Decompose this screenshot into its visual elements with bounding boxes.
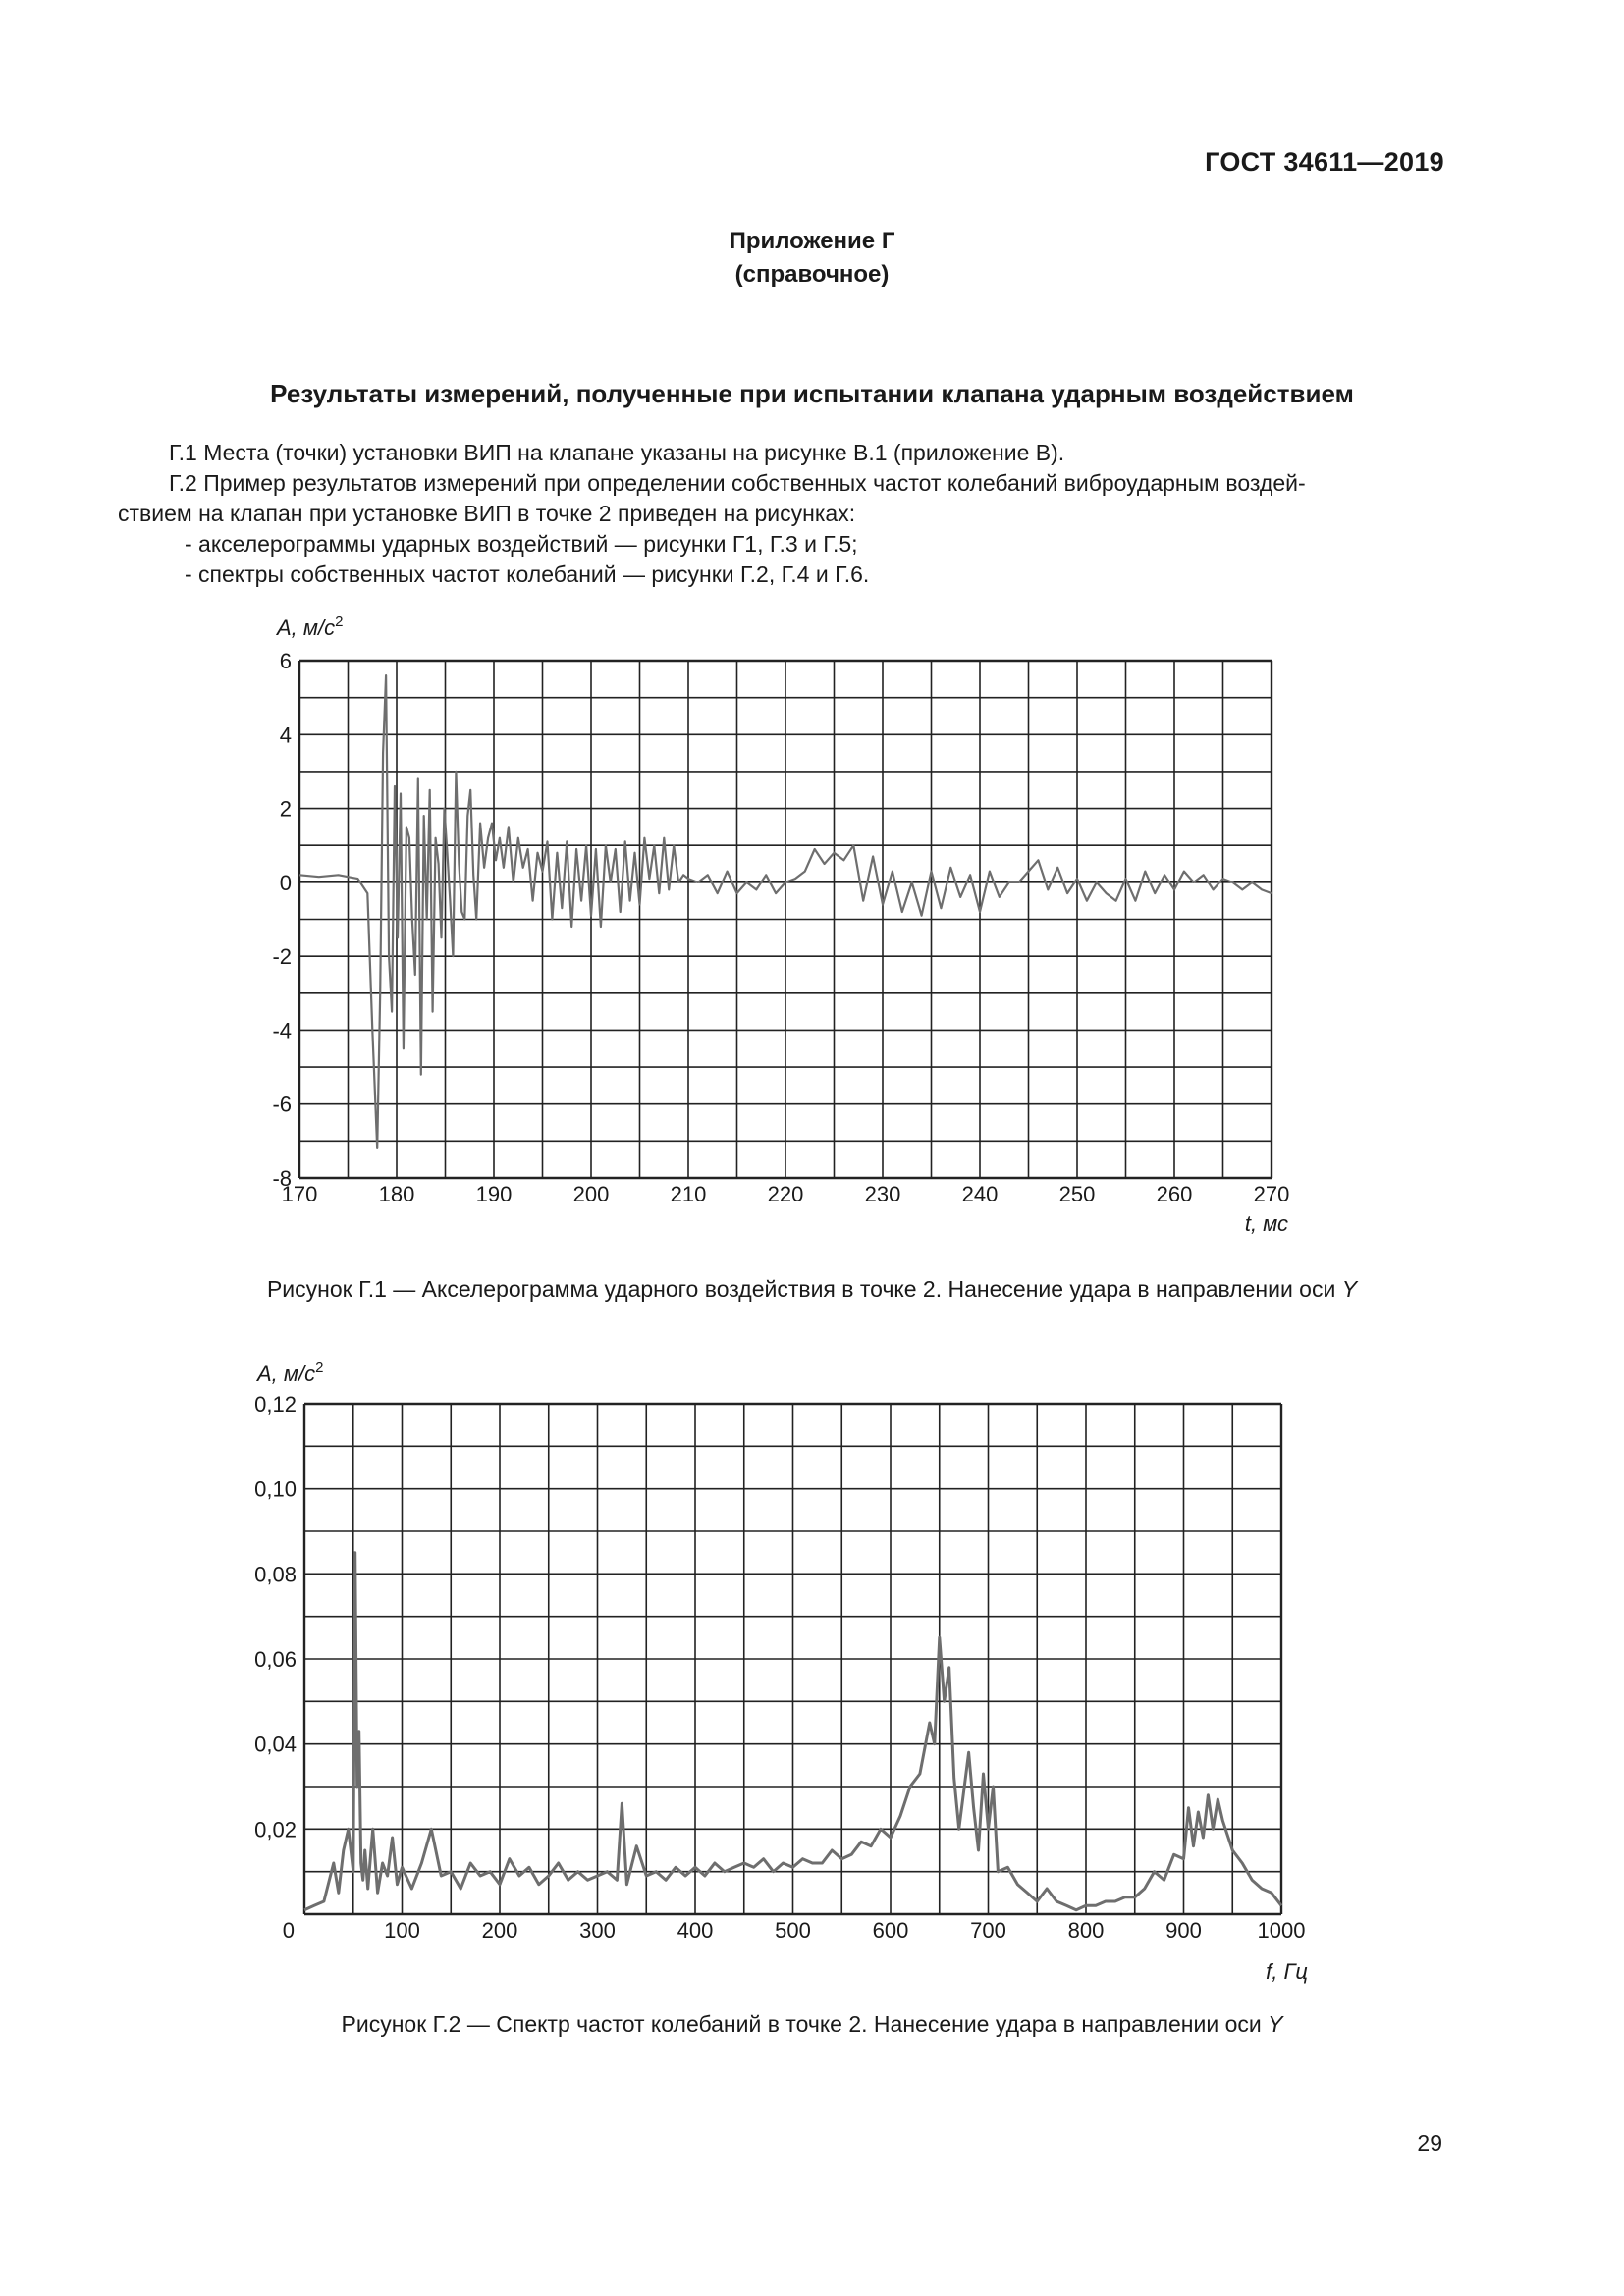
- fig2-caption-axis: Y: [1268, 2011, 1283, 2037]
- fig1-y-tick-label: -2: [272, 944, 292, 970]
- paragraph-g2: [118, 468, 1453, 499]
- fig1-caption-text: Рисунок Г.1 — Акселерограмма ударного воздействия в точке 2. Нанесение удара в направлении оси: [266, 1276, 1336, 1302]
- figure-g1-caption: [0, 1276, 1624, 1303]
- fig2-x-tick-label: 100: [384, 1918, 420, 1943]
- fig1-y-tick-label: -8: [272, 1166, 292, 1191]
- paragraph-g2-text: Г.2 Пример результатов измерений при определении собственных частот колебаний виброударным воздей-: [169, 470, 1306, 496]
- fig1-y-tick-label: 6: [279, 649, 292, 673]
- appendix-heading: [0, 225, 1624, 292]
- fig1-x-tick-label: 180: [378, 1182, 415, 1206]
- fig2-y-tick-label: 0,06: [254, 1647, 297, 1672]
- figure-g2-caption: [0, 2011, 1624, 2038]
- fig2-xlabel: f, Гц: [1266, 1959, 1308, 1984]
- section-title: Результаты измерений, полученные при испытании клапана ударным воздействием: [270, 379, 1354, 408]
- fig1-tick-labels: [272, 649, 1289, 1206]
- fig2-ylabel-text: A, $м/с^2$: [257, 1360, 324, 1386]
- bullet-spectra: - спектры собственных частот колебаний — рисунки Г.2, Г.4 и Г.6.: [185, 561, 870, 587]
- appendix-title: Приложение Г: [729, 228, 895, 254]
- fig2-y-tick-label: 0,12: [254, 1392, 297, 1416]
- fig1-x-tick-label: 200: [572, 1182, 610, 1206]
- fig1-y-tick-label: 4: [279, 722, 292, 748]
- fig2-tick-labels: [254, 1392, 1305, 1943]
- figure-g1-chart: [255, 614, 1316, 1242]
- document-standard-number: ГОСТ 34611—2019: [1205, 147, 1444, 177]
- fig1-xlabel: t, мс: [1244, 1211, 1288, 1236]
- fig2-x-tick-label: 800: [1067, 1918, 1105, 1943]
- fig1-grid: [299, 661, 1272, 1178]
- fig1-y-tick-label: 0: [279, 870, 292, 895]
- fig2-x-tick-label: 500: [775, 1918, 811, 1943]
- fig1-x-tick-label: 220: [767, 1182, 804, 1206]
- fig1-x-tick-label: 230: [864, 1182, 901, 1206]
- fig2-caption-text: Рисунок Г.2 — Спектр частот колебаний в точке 2. Нанесение удара в направлении оси: [341, 2011, 1262, 2037]
- fig2-x-tick-label: 900: [1165, 1918, 1202, 1943]
- paragraph-g1: [118, 438, 1453, 468]
- fig1-x-tick-label: 210: [670, 1182, 707, 1206]
- fig2-y-tick-label: 0,02: [254, 1817, 297, 1842]
- fig2-x-tick-label: 200: [481, 1918, 518, 1943]
- fig2-x-tick-label: 300: [579, 1918, 616, 1943]
- fig1-x-tick-label: 170: [281, 1182, 318, 1206]
- fig1-x-tick-label: 190: [475, 1182, 513, 1206]
- fig2-y-tick-label: 0,10: [254, 1476, 297, 1502]
- paragraph-g2-continued: ствием на клапан при установке ВИП в точке 2 приведен на рисунках:: [118, 501, 856, 526]
- fig2-y-tick-label: 0,04: [254, 1732, 297, 1757]
- fig2-x-tick-label: 1000: [1257, 1918, 1306, 1943]
- page-number: 29: [1417, 2130, 1442, 2156]
- fig2-x-tick-label: 0: [282, 1918, 295, 1943]
- fig1-x-tick-label: 270: [1253, 1182, 1290, 1206]
- fig1-y-tick-label: -6: [272, 1092, 292, 1117]
- fig2-x-tick-label: 400: [677, 1918, 714, 1943]
- fig2-grid: [304, 1404, 1281, 1914]
- paragraph-g1-text: Г.1 Места (точки) установки ВИП на клапане указаны на рисунке В.1 (приложение В).: [169, 440, 1065, 465]
- fig1-y-tick-label: 2: [279, 796, 292, 822]
- fig1-ylabel-text: A, $м/с^2$: [277, 614, 344, 640]
- fig1-y-tick-label: -4: [272, 1018, 292, 1043]
- fig2-y-tick-label: 0,08: [254, 1562, 297, 1587]
- fig1-x-tick-label: 260: [1156, 1182, 1193, 1206]
- bullet-accelerograms: - акселерограммы ударных воздействий — рисунки Г1, Г.3 и Г.5;: [185, 531, 858, 557]
- figure-g2-chart: [236, 1360, 1326, 1988]
- fig1-caption-axis: Y: [1341, 1276, 1358, 1302]
- fig2-x-tick-label: 700: [970, 1918, 1006, 1943]
- fig1-x-tick-label: 250: [1058, 1182, 1096, 1206]
- fig2-x-tick-label: 600: [872, 1918, 909, 1943]
- fig1-x-tick-label: 240: [961, 1182, 999, 1206]
- appendix-subtitle: (справочное): [734, 261, 890, 288]
